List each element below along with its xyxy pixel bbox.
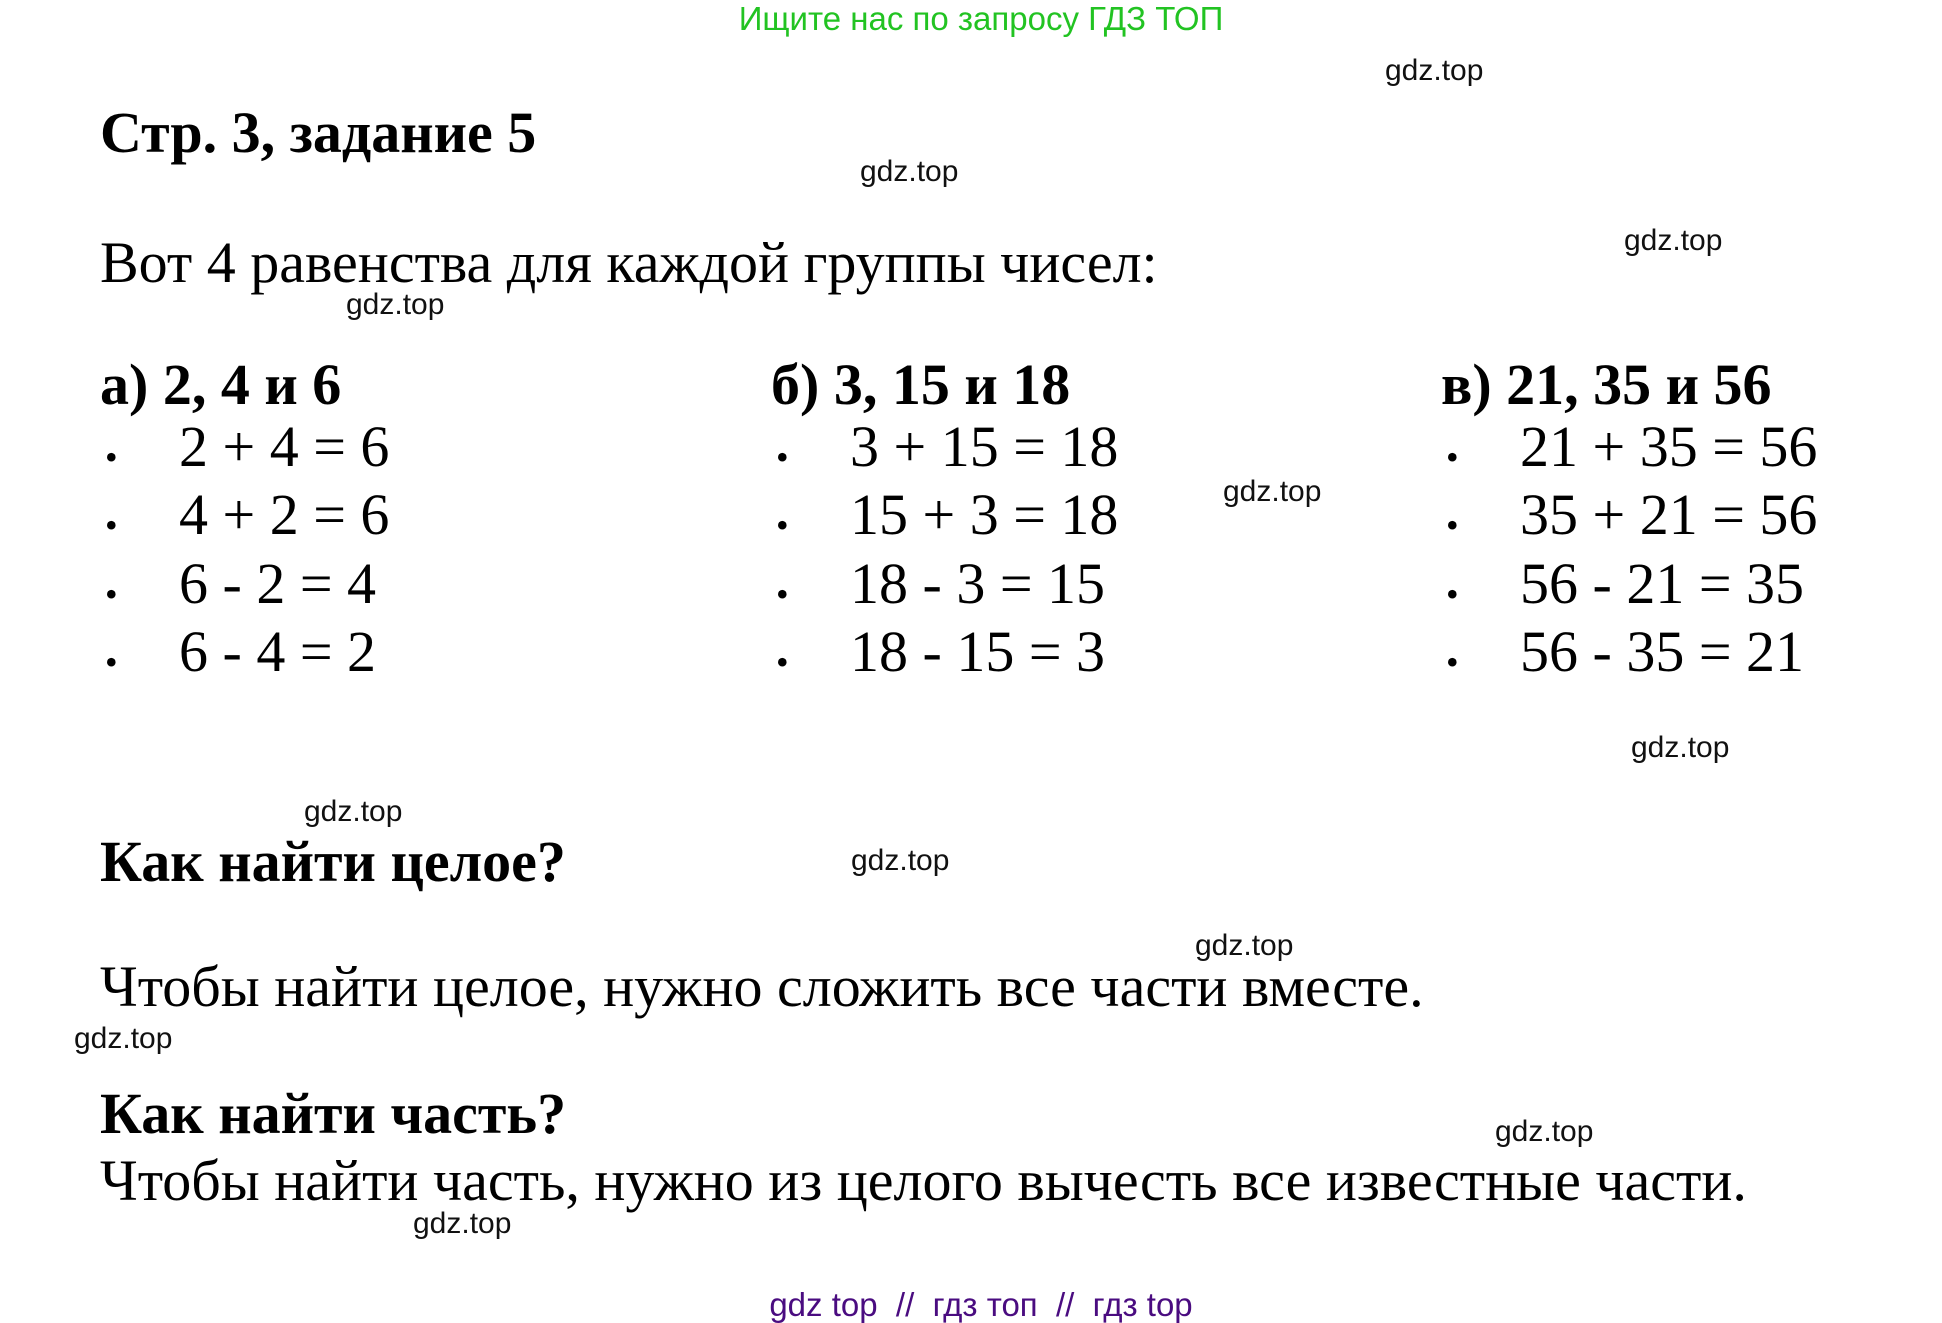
- bullet-icon: •: [1446, 641, 1459, 682]
- equation-item: [771, 550, 1106, 619]
- equation: 18 - 15 = 3: [850, 618, 1106, 684]
- watermark: gdz.top: [851, 844, 950, 877]
- bullet-icon: •: [1446, 573, 1459, 614]
- equation: 56 - 35 = 21: [1520, 618, 1805, 684]
- bullet-icon: •: [105, 573, 118, 614]
- equation-item: [100, 414, 390, 482]
- watermark: gdz.top: [74, 1022, 173, 1055]
- group-a: [100, 352, 390, 687]
- equation: 18 - 3 = 15: [850, 550, 1106, 616]
- part-text: Чтобы найти часть, нужно из целого вычесть все известные части.: [100, 1148, 1747, 1213]
- watermark: gdz.top: [1495, 1115, 1594, 1148]
- page-title: Стр. 3, задание 5: [100, 100, 537, 165]
- equation-item: [771, 618, 1106, 687]
- equation-item: [1441, 618, 1805, 687]
- bullet-icon: •: [1446, 505, 1459, 546]
- bullet-icon: •: [105, 641, 118, 682]
- equation-item: [1441, 482, 1818, 550]
- equation-item: [1441, 414, 1818, 482]
- equation: 35 + 21 = 56: [1520, 482, 1818, 548]
- equation: 56 - 21 = 35: [1520, 550, 1805, 616]
- intro-text: Вот 4 равенства для каждой группы чисел:: [100, 230, 1158, 295]
- equation-item: [100, 550, 377, 619]
- bullet-icon: •: [105, 505, 118, 546]
- part-heading: Как найти часть?: [100, 1081, 567, 1146]
- footer-links: [0, 1288, 1942, 1321]
- equation-item: [100, 482, 390, 550]
- equation-item: [771, 414, 1119, 482]
- equation-item: [771, 482, 1119, 550]
- watermark: gdz.top: [1624, 224, 1723, 257]
- watermark: gdz.top: [1631, 731, 1730, 764]
- watermark: gdz.top: [1385, 54, 1484, 87]
- bullet-icon: •: [776, 641, 789, 682]
- bullet-icon: •: [776, 505, 789, 546]
- bullet-icon: •: [105, 437, 118, 477]
- group-label: б) 3, 15 и 18: [771, 352, 1071, 417]
- equation: 3 + 15 = 18: [850, 414, 1119, 479]
- equation: 2 + 4 = 6: [179, 414, 390, 479]
- whole-text: Чтобы найти целое, нужно сложить все части вместе.: [100, 954, 1424, 1019]
- watermark: gdz.top: [860, 155, 959, 188]
- watermark: gdz.top: [1195, 929, 1294, 962]
- equation: 21 + 35 = 56: [1520, 414, 1818, 479]
- equation-item: [1441, 550, 1805, 619]
- watermark: gdz.top: [413, 1207, 512, 1240]
- group-c: [1441, 352, 1818, 687]
- bullet-icon: •: [776, 573, 789, 614]
- bullet-icon: •: [1446, 437, 1459, 477]
- group-label: в) 21, 35 и 56: [1441, 352, 1772, 417]
- watermark: gdz.top: [346, 288, 445, 321]
- group-b: [771, 352, 1119, 687]
- equation: 15 + 3 = 18: [850, 482, 1119, 548]
- equation: 4 + 2 = 6: [179, 482, 390, 548]
- bullet-icon: •: [776, 437, 789, 477]
- equation: 6 - 2 = 4: [179, 550, 377, 616]
- equation-item: [100, 618, 377, 687]
- watermark: gdz.top: [1223, 475, 1322, 508]
- watermark: gdz.top: [304, 795, 403, 828]
- whole-heading: Как найти целое?: [100, 829, 566, 894]
- equation: 6 - 4 = 2: [179, 618, 377, 684]
- footer-text: gdz top // гдз топ // гдз top: [769, 1286, 1193, 1323]
- group-label: а) 2, 4 и 6: [100, 352, 342, 417]
- search-banner: Ищите нас по запросу ГДЗ ТОП: [738, 0, 1224, 37]
